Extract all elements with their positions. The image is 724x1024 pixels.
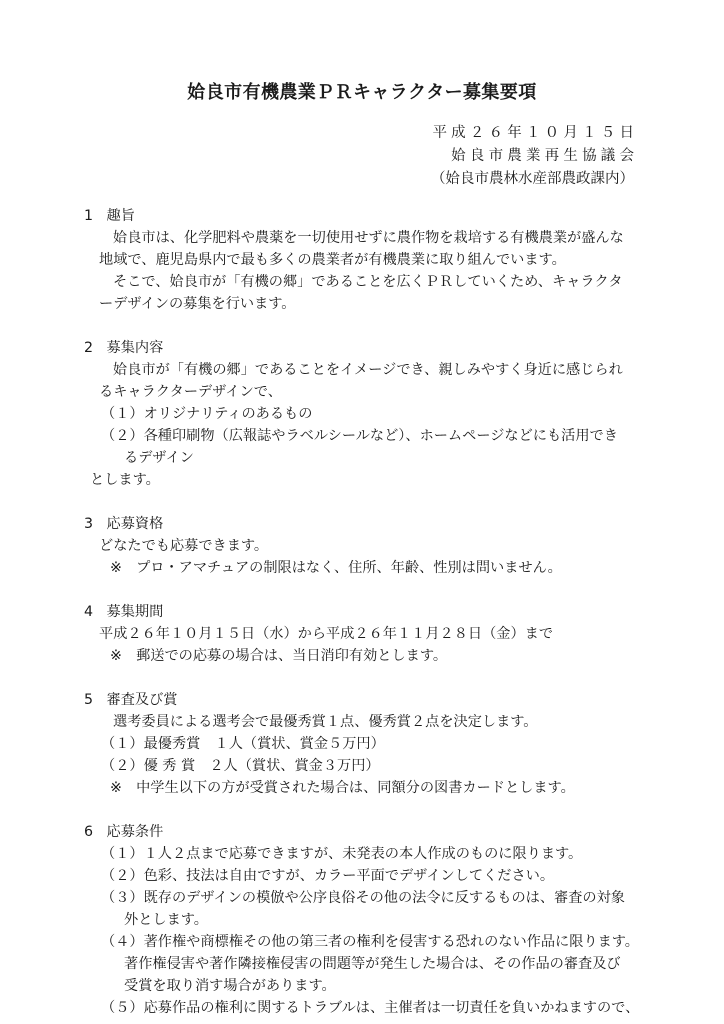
section-line: ーデザインの募集を行います。 xyxy=(99,296,296,312)
section-line: 平成２６年１０月１５日（水）から平成２６年１１月２８日（金）まで xyxy=(99,626,554,642)
section-line: （２）優 秀 賞 ２人（賞状、賞金３万円） xyxy=(101,758,380,774)
section-heading: 5 審査及び賞 xyxy=(84,692,178,708)
section-line: ※ プロ・アマチュアの制限はなく、住所、年齢、性別は問いません。 xyxy=(110,560,562,576)
document-section xyxy=(0,689,724,799)
section-heading: 2 募集内容 xyxy=(84,340,164,356)
header-date: 平成２６年１０月１５日 xyxy=(432,125,639,141)
section-line: 外とします。 xyxy=(124,912,208,928)
section-gap xyxy=(0,799,724,821)
section-line: 選考委員による選考会で最優秀賞１点、優秀賞２点を決定します。 xyxy=(113,714,538,730)
document-section xyxy=(0,205,724,315)
document-section xyxy=(0,513,724,579)
section-line: るキャラクターデザインで、 xyxy=(99,384,282,400)
section-line: （２）各種印刷物（広報誌やラベルシールなど）、ホームページなどにも活用でき xyxy=(101,428,618,444)
section-line: （５）応募作品の権利に関するトラブルは、主催者は一切責任を負いかねますので、 xyxy=(101,1000,640,1016)
section-line: （１）１人２点まで応募できますが、未発表の本人作成のものに限ります。 xyxy=(101,846,583,862)
section-line: るデザイン xyxy=(124,450,194,466)
document-body xyxy=(0,205,724,1019)
section-line: 姶良市が「有機の郷」であることをイメージでき、親しみやすく身近に感じられ xyxy=(113,362,623,378)
section-heading: 3 応募資格 xyxy=(84,516,164,532)
section-line: とします。 xyxy=(90,472,160,488)
page-title: 姶良市有機農業ＰＲキャラクター募集要項 xyxy=(187,82,537,103)
header-issuer: 姶良市農業再生協議会 xyxy=(451,148,639,164)
section-line: （１）オリジナリティのあるもの xyxy=(101,406,313,422)
document-section xyxy=(0,821,724,1019)
document-header-block xyxy=(0,122,639,191)
section-line: （３）既存のデザインの模倣や公序良俗その他の法令に反するものは、審査の対象 xyxy=(101,890,625,906)
section-gap xyxy=(0,491,724,513)
section-heading: 1 趣旨 xyxy=(84,208,135,224)
section-line: ※ 郵送での応募の場合は、当日消印有効とします。 xyxy=(110,648,448,664)
section-line: 地域で、鹿児島県内で最も多くの農業者が有機農業に取り組んでいます。 xyxy=(99,252,566,268)
document-section xyxy=(0,601,724,667)
section-line: 著作権侵害や著作隣接権侵害の問題等が発生した場合は、その作品の審査及び xyxy=(124,956,621,972)
section-line: （１）最優秀賞 １人（賞状、賞金５万円） xyxy=(101,736,385,752)
header-department: （姶良市農林水産部農政課内） xyxy=(431,171,634,187)
section-line: （２）色彩、技法は自由ですが、カラー平面でデザインしてください。 xyxy=(101,868,555,884)
document-section xyxy=(0,337,724,491)
section-gap xyxy=(0,579,724,601)
section-gap xyxy=(0,315,724,337)
section-line: 姶良市は、化学肥料や農薬を一切使用せずに農作物を栽培する有機農業が盛んな xyxy=(113,230,624,246)
section-heading: 4 募集期間 xyxy=(84,604,164,620)
section-gap xyxy=(0,667,724,689)
section-line: 受賞を取り消す場合があります。 xyxy=(124,978,336,994)
section-line: （４）著作権や商標権その他の第三者の権利を侵害する恐れのない作品に限ります。 xyxy=(101,934,639,950)
section-heading: 6 応募条件 xyxy=(84,824,164,840)
section-line: そこで、姶良市が「有機の郷」であることを広くＰＲしていくため、キャラクタ xyxy=(113,274,623,290)
section-line: どなたでも応募できます。 xyxy=(99,538,269,554)
section-line: ※ 中学生以下の方が受賞された場合は、同額分の図書カードとします。 xyxy=(110,780,575,796)
